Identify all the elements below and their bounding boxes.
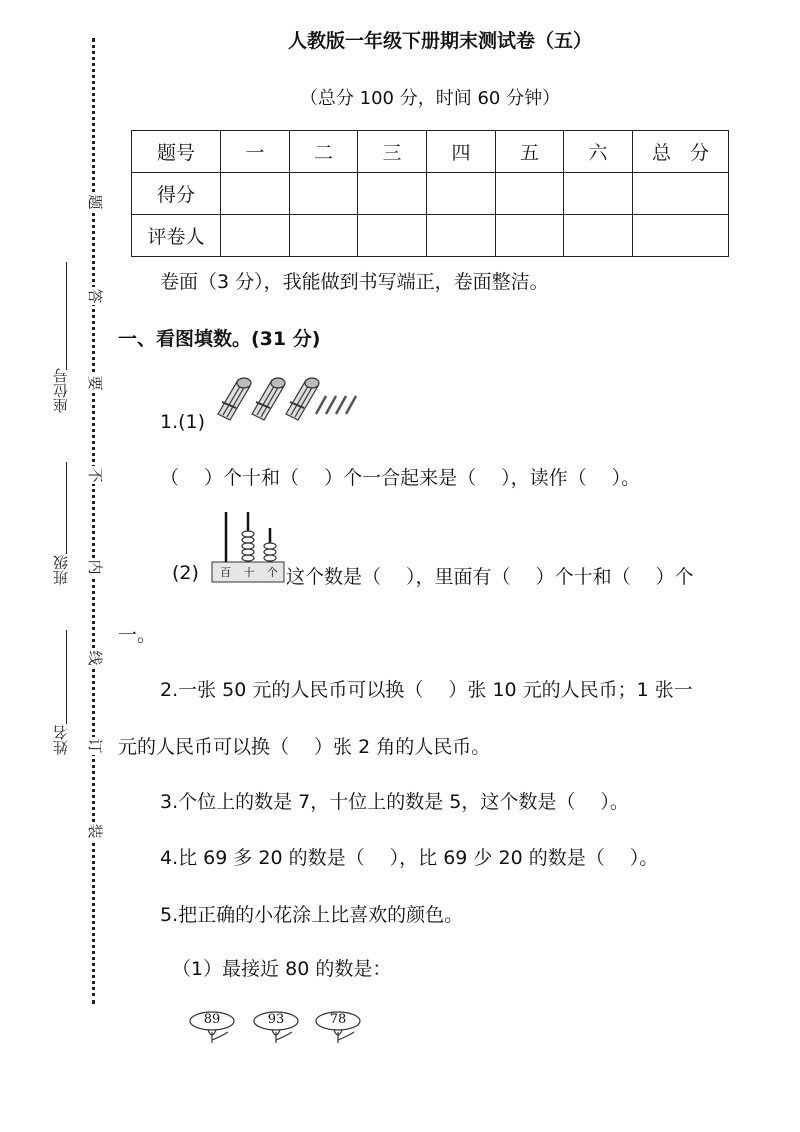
header-cell: 五	[496, 131, 564, 173]
name-label: 姓名	[52, 725, 70, 755]
score-cell[interactable]	[290, 215, 358, 257]
question-text: 4.比 69 多 20 的数是（ ），比 69 少 20 的数是（ ）。	[160, 847, 659, 869]
question-number: 1.(1)	[160, 411, 206, 433]
margin-char: 题	[86, 194, 104, 210]
score-table-row	[132, 215, 729, 257]
question-text: （ ）个十和（ ）个一合起来是（ ），读作（ ）。	[160, 467, 641, 489]
margin-char: 线	[86, 650, 104, 666]
margin-char: 装	[86, 823, 104, 839]
page-title: 人教版一年级下册期末测试卷（五）	[287, 30, 592, 52]
row-label: 评卷人	[132, 215, 221, 257]
abacus-labels	[214, 564, 284, 580]
score-cell[interactable]	[633, 173, 729, 215]
header-cell: 二	[290, 131, 358, 173]
question-number: (2)	[172, 562, 199, 584]
flower-label: 89	[203, 1012, 221, 1027]
score-cell[interactable]	[427, 173, 496, 215]
header-cell: 一	[221, 131, 290, 173]
score-table-header-row	[132, 131, 729, 173]
neatness-note: 卷面（3 分），我能做到书写端正，卷面整洁。	[160, 271, 549, 293]
score-cell[interactable]	[496, 173, 564, 215]
flower-option[interactable]	[252, 1010, 310, 1042]
seat-number-line	[66, 262, 67, 370]
margin-char: 订	[86, 738, 104, 754]
bundles-of-sticks-icon	[212, 374, 372, 424]
score-cell[interactable]	[564, 173, 633, 215]
score-cell[interactable]	[290, 173, 358, 215]
question-text-cont: 一。	[118, 624, 157, 646]
score-table-row	[132, 173, 729, 215]
question-text: 3.个位上的数是 7，十位上的数是 5，这个数是（ ）。	[160, 791, 629, 813]
question-text: 元的人民币可以换（ ）张 2 角的人民币。	[118, 736, 491, 758]
score-cell[interactable]	[496, 215, 564, 257]
header-cell: 总 分	[633, 131, 729, 173]
score-table	[131, 130, 729, 257]
row-label: 得分	[132, 173, 221, 215]
flower-option[interactable]	[314, 1010, 372, 1042]
score-cell[interactable]	[427, 215, 496, 257]
header-cell: 六	[564, 131, 633, 173]
header-cell: 三	[358, 131, 427, 173]
score-cell[interactable]	[564, 215, 633, 257]
margin-char: 不	[86, 467, 104, 483]
score-cell[interactable]	[221, 215, 290, 257]
page-subtitle: （总分 100 分，时间 60 分钟）	[299, 88, 561, 109]
name-line	[66, 630, 67, 724]
seat-number-label: 座位号	[52, 368, 70, 413]
question-text: 这个数是（ ），里面有（ ）个十和（ ）个	[286, 566, 694, 588]
class-label: 班级	[52, 555, 70, 585]
question-text: 2.一张 50 元的人民币可以换（ ）张 10 元的人民币；1 张一	[160, 679, 693, 701]
flower-label: 78	[329, 1012, 347, 1027]
header-cell: 四	[427, 131, 496, 173]
question-text: 5.把正确的小花涂上比喜欢的颜色。	[160, 904, 464, 926]
abacus-label-ones: 个	[266, 566, 278, 579]
abacus-label-hundreds: 百	[220, 566, 232, 579]
margin-char: 内	[86, 559, 104, 575]
margin-char: 答	[86, 288, 104, 304]
flower-option[interactable]	[188, 1010, 246, 1042]
abacus-label-tens: 十	[243, 566, 255, 579]
score-cell[interactable]	[221, 173, 290, 215]
score-cell[interactable]	[358, 215, 427, 257]
binding-dotted-line	[92, 38, 95, 1004]
section-heading: 一、看图填数。(31 分)	[118, 328, 321, 350]
score-cell[interactable]	[633, 215, 729, 257]
score-cell[interactable]	[358, 173, 427, 215]
header-cell: 题号	[132, 131, 221, 173]
margin-char: 要	[86, 375, 104, 391]
question-text: （1）最接近 80 的数是：	[172, 958, 392, 980]
flower-label: 93	[267, 1012, 285, 1027]
class-line	[66, 462, 67, 554]
